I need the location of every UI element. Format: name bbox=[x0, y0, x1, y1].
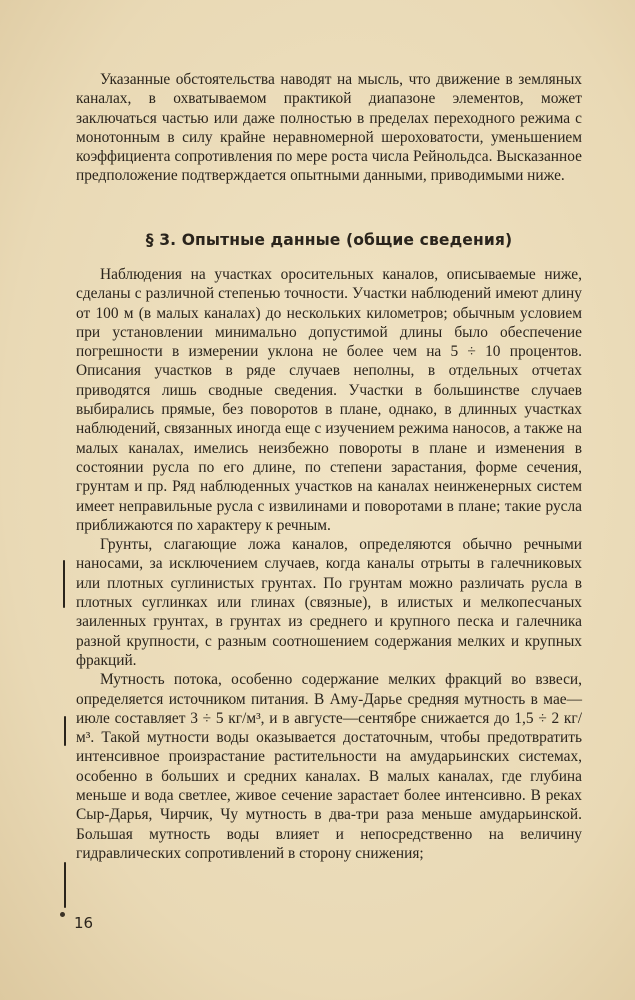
intro-text bbox=[76, 70, 582, 186]
section-heading: § 3. Опытные данные (общие сведения) bbox=[145, 231, 513, 249]
margin-pencil-mark bbox=[64, 716, 66, 746]
paragraph-observations: Наблюдения на участках оросительных каналов, описываемые ниже, сделаны с различной степенью точности. Участки наблюдений имеют длину от 100 м (в малых каналах) до нескольких километров; обычным условием при установлении минимально допустимой длины было обеспечение погрешности в измерении уклона не более чем на 5 ÷ 10 процентов. Описания участков в ряде случаев неполны, в отдельных отчетах приводятся лишь сводные сведения. Участки в большинстве случаев выбирались прямые, без поворотов в плане, однако, в длинных участках наблюдений, связанных иногда еще с изучением режима наносов, а также на малых каналах, имелись неизбежно повороты в плане и изменения в состоянии русла по его длине, по степени зарастания, форме сечения, грунтам и пр. Ряд наблюденных участков на каналах неинженерных систем имеет неправильные русла с извилинами и поворотами в плане; такие русла приближаются по характеру к речным. bbox=[76, 266, 582, 534]
margin-pencil-mark bbox=[63, 560, 65, 608]
body-text bbox=[76, 265, 582, 863]
paragraph: Указанные обстоятельства наводят на мысль, что движение в земляных каналах, в охватываемом практикой диапазоне элементов, может заключаться частью или даже полностью в пределах переходного режима с монотонным в силу крайне неравномерной шероховатости, уменьшением коэффициента сопротивления по мере роста числа Рейнольдса. Высказанное предположение подтверждается опытными данными, приводимыми ниже. bbox=[76, 71, 582, 185]
page-number: 16 bbox=[74, 914, 94, 932]
margin-pencil-mark bbox=[64, 862, 66, 908]
paragraph-turbidity: Мутность потока, особенно содержание мелких фракций во взвеси, определяется источником питания. В Аму-Дарье средняя мутность в мае—июле составляет 3 ÷ 5 кг/м³, и в августе—сентябре снижается до 1,5 ÷ 2 кг/м³. Такой мутности воды оказывается достаточным, чтобы предотвратить интенсивное произрастание растительности на амударьинских системах, особенно в больших и средних каналах. В малых каналах, где глубина меньше и вода светлее, живое сечение зарастает более интенсивно. В реках Сыр-Дарья, Чирчик, Чу мутность в два-три раза меньше амударьинской. Большая мутность воды влияет и непосредственно на величину гидравлических сопротивлений в сторону снижения; bbox=[76, 671, 582, 862]
paragraph-soils: Грунты, слагающие ложа каналов, определяются обычно речными наносами, за исключением случаев, когда каналы отрыты в галечниковых или плотных суглинистых грунтах. По грунтам можно различать русла в плотных суглинках или глинах (связные), в илистых и мелкопесчаных заиленных грунтах, в грунтах из среднего и крупного песка и галечника разной крупности, с разным соотношением содержания мелких и крупных фракций. bbox=[76, 536, 582, 669]
margin-dot-mark bbox=[60, 912, 65, 917]
